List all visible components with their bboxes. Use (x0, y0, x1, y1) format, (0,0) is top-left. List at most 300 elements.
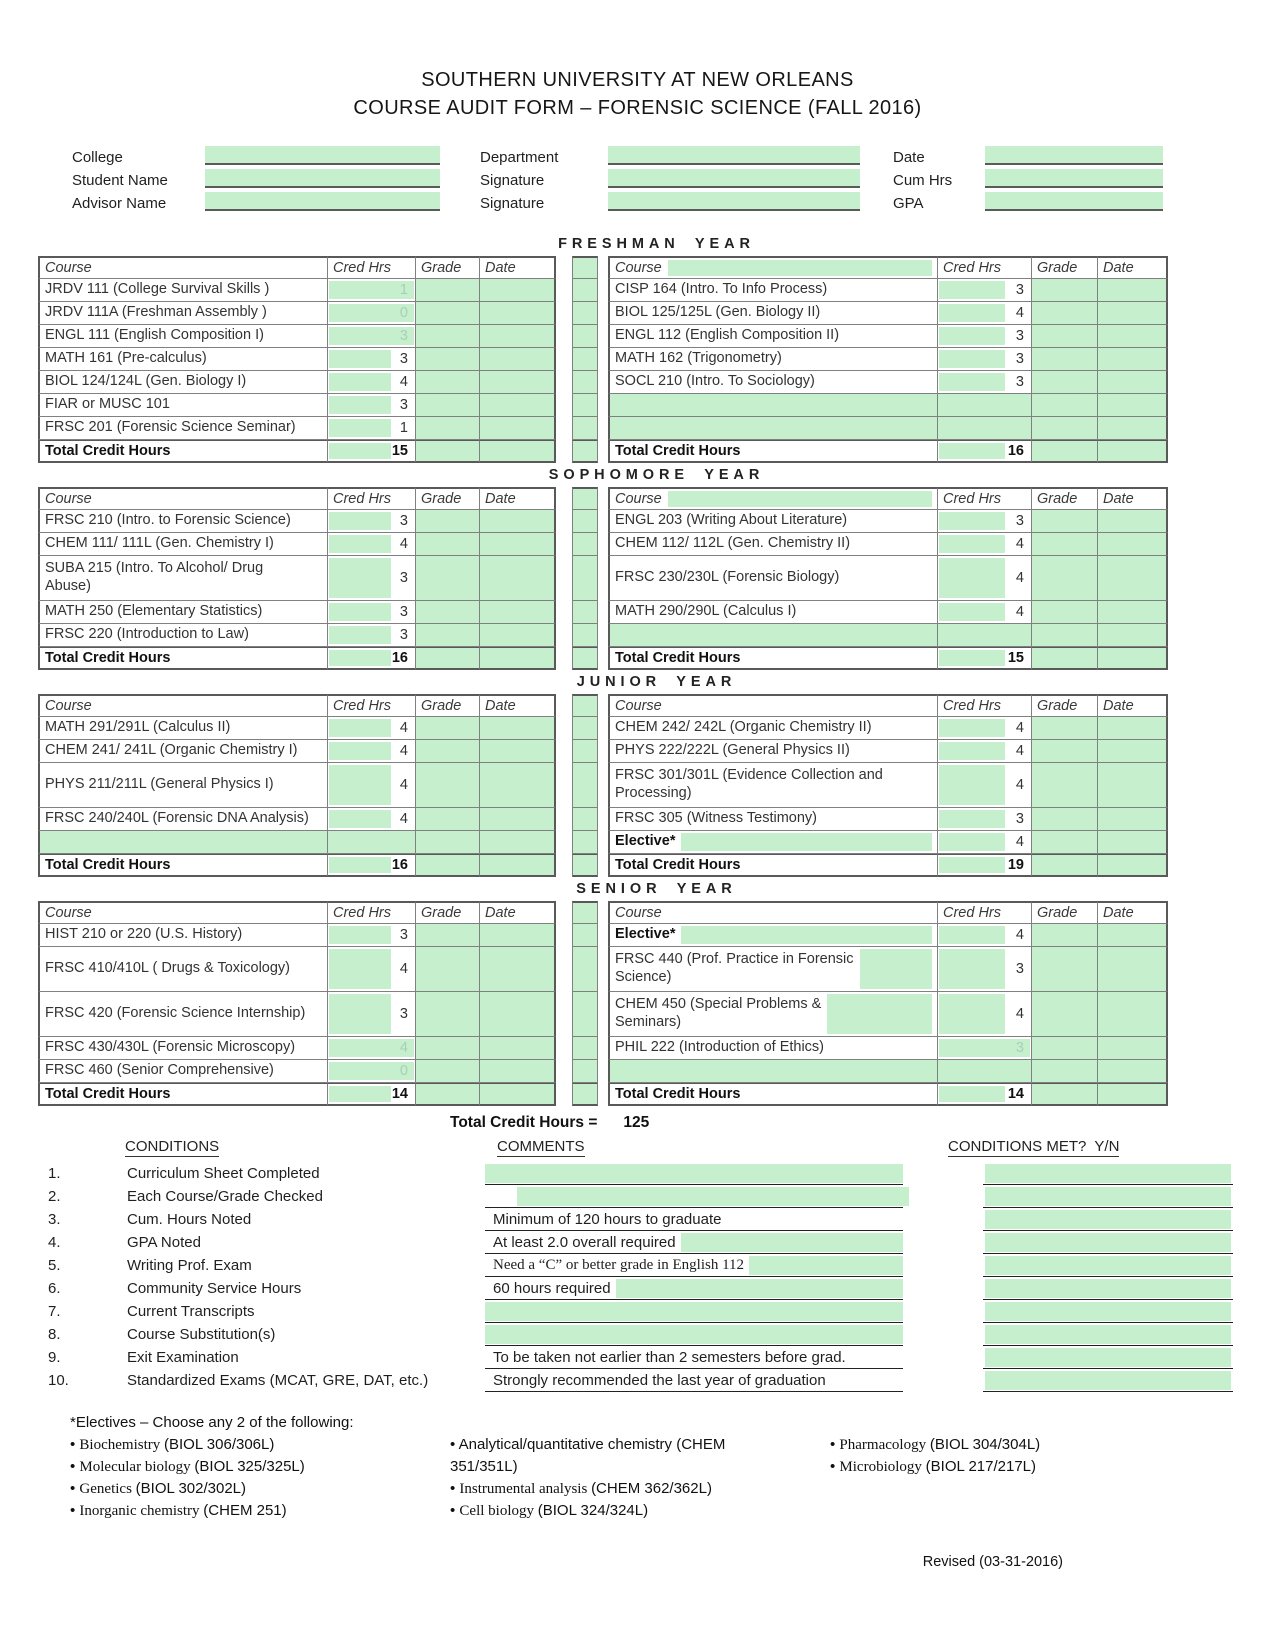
cred-hrs-value: 3 (399, 328, 408, 344)
course-cell (608, 302, 938, 325)
col-header-grade: Grade (1032, 256, 1098, 279)
cred-highlight (329, 443, 391, 459)
course-name: FRSC 305 (Witness Testimony) (615, 810, 817, 827)
date-cell[interactable] (480, 924, 556, 947)
table-row (38, 510, 1275, 533)
date-cell[interactable] (1098, 417, 1168, 440)
cred-hrs-cell[interactable] (938, 417, 1032, 440)
cred-hrs-cell[interactable] (328, 763, 416, 808)
date-cell[interactable] (480, 1083, 556, 1106)
grade-cell[interactable] (1032, 1060, 1098, 1083)
course-cell (608, 348, 938, 371)
grade-cell[interactable] (1032, 601, 1098, 624)
grade-cell[interactable] (1032, 533, 1098, 556)
grade-cell[interactable] (1032, 1037, 1098, 1060)
cred-hrs-cell[interactable] (938, 371, 1032, 394)
cred-hrs-value: 3 (399, 513, 408, 529)
grade-cell[interactable] (1032, 556, 1098, 601)
column-gap (598, 694, 608, 717)
department-field[interactable] (608, 146, 860, 165)
date-cell[interactable] (1098, 947, 1168, 992)
date-cell[interactable] (1098, 1037, 1168, 1060)
course-name: FRSC 220 (Introduction to Law) (45, 626, 249, 643)
date-cell[interactable] (480, 647, 556, 670)
course-name: FRSC 410/410L ( Drugs & Toxicology) (45, 960, 290, 977)
course-cell[interactable] (608, 624, 938, 647)
conditions-met-line[interactable] (983, 1277, 1233, 1300)
col-header-course: Course (38, 487, 328, 510)
date-cell[interactable] (1098, 371, 1168, 394)
cred-hrs-cell[interactable] (328, 279, 416, 302)
cred-hrs-cell[interactable] (938, 831, 1032, 854)
course-cell (38, 533, 328, 556)
college-field[interactable] (205, 146, 440, 165)
date-cell[interactable] (480, 601, 556, 624)
date-cell[interactable] (480, 279, 556, 302)
cred-highlight (939, 810, 1005, 828)
grade-cell[interactable] (416, 763, 480, 808)
course-cell (608, 992, 938, 1037)
spacer-cell (572, 556, 598, 601)
conditions-met-line[interactable] (983, 1346, 1233, 1369)
grade-cell[interactable] (416, 533, 480, 556)
date-cell[interactable] (1098, 533, 1168, 556)
column-gap (556, 947, 572, 992)
grade-cell[interactable] (416, 556, 480, 601)
spacer-cell (572, 1037, 598, 1060)
total-label: Total Credit Hours (608, 1083, 938, 1106)
date-cell[interactable] (480, 624, 556, 647)
cred-hrs-cell[interactable] (328, 533, 416, 556)
column-gap (556, 831, 572, 854)
comment-line[interactable] (485, 1300, 903, 1323)
grade-cell[interactable] (416, 325, 480, 348)
cred-hrs-cell[interactable] (328, 717, 416, 740)
column-gap (598, 371, 608, 394)
cred-hrs-cell[interactable] (328, 325, 416, 348)
cred-highlight (329, 650, 391, 666)
condition-number: 6. (48, 1280, 61, 1297)
table-row (38, 533, 1275, 556)
col-header-grade: Grade (416, 694, 480, 717)
course-cell (608, 717, 938, 740)
grade-cell[interactable] (416, 302, 480, 325)
date-cell[interactable] (480, 854, 556, 877)
date-cell[interactable] (480, 302, 556, 325)
grade-cell[interactable] (1032, 348, 1098, 371)
date-cell[interactable] (1098, 647, 1168, 670)
grade-cell[interactable] (416, 1037, 480, 1060)
grade-cell[interactable] (416, 1083, 480, 1106)
course-name: JRDV 111A (Freshman Assembly ) (45, 304, 267, 321)
cred-hrs-cell[interactable] (328, 647, 416, 670)
date-cell[interactable] (480, 717, 556, 740)
header-field-row (893, 167, 1163, 189)
grade-cell[interactable] (1032, 763, 1098, 808)
grade-cell[interactable] (416, 348, 480, 371)
date-cell[interactable] (480, 740, 556, 763)
conditions-met-line[interactable] (983, 1208, 1233, 1231)
cred-hrs-cell[interactable] (938, 947, 1032, 992)
grade-cell[interactable] (416, 371, 480, 394)
course-name: CHEM 112/ 112L (Gen. Chemistry II) (615, 535, 851, 552)
table-header-row (38, 256, 1275, 279)
grade-cell[interactable] (1032, 647, 1098, 670)
date-cell[interactable] (480, 371, 556, 394)
grade-cell[interactable] (416, 740, 480, 763)
grade-cell[interactable] (416, 924, 480, 947)
comment-line[interactable] (485, 1323, 903, 1346)
column-gap (556, 647, 572, 670)
date-cell[interactable] (480, 440, 556, 463)
date-cell[interactable] (1098, 740, 1168, 763)
cred-hrs-cell[interactable] (328, 394, 416, 417)
signature-field[interactable] (608, 169, 860, 188)
date-cell[interactable] (480, 763, 556, 808)
grade-cell[interactable] (416, 992, 480, 1037)
cred-highlight (329, 926, 391, 944)
comment-line[interactable] (485, 1346, 903, 1369)
table-header-row (38, 901, 1275, 924)
elective-name: Inorganic chemistry (79, 1503, 204, 1519)
grade-cell[interactable] (416, 831, 480, 854)
date-cell[interactable] (480, 394, 556, 417)
column-gap (598, 717, 608, 740)
col-header-date: Date (1098, 487, 1168, 510)
column-gap (556, 487, 572, 510)
grade-cell[interactable] (416, 947, 480, 992)
cred-hrs-cell[interactable] (938, 302, 1032, 325)
column-gap (556, 533, 572, 556)
grade-cell[interactable] (1032, 394, 1098, 417)
grade-cell[interactable] (416, 854, 480, 877)
date-cell[interactable] (480, 1060, 556, 1083)
date-cell[interactable] (1098, 717, 1168, 740)
cred-hrs-value: 3 (399, 570, 408, 586)
course-name: PHYS 222/222L (General Physics II) (615, 742, 850, 759)
grade-cell[interactable] (1032, 924, 1098, 947)
gpa-field[interactable] (985, 192, 1163, 211)
cred-hrs-cell[interactable] (938, 992, 1032, 1037)
cred-hrs-cell[interactable] (938, 854, 1032, 877)
course-name: CHEM 111/ 111L (Gen. Chemistry I) (45, 535, 274, 552)
comment-line[interactable] (485, 1277, 903, 1300)
comment-line[interactable] (485, 1162, 903, 1185)
grade-cell[interactable] (416, 624, 480, 647)
column-gap (598, 256, 608, 279)
comment-line[interactable] (485, 1254, 903, 1277)
date-field[interactable] (985, 146, 1163, 165)
grade-cell[interactable] (416, 394, 480, 417)
conditions-met-line[interactable] (983, 1323, 1233, 1346)
grade-cell[interactable] (1032, 740, 1098, 763)
cred-hrs-cell[interactable] (328, 624, 416, 647)
cred-hrs-cell[interactable] (938, 1037, 1032, 1060)
conditions-met-highlight (985, 1302, 1231, 1321)
grade-cell[interactable] (416, 717, 480, 740)
grade-cell[interactable] (1032, 510, 1098, 533)
date-cell[interactable] (480, 556, 556, 601)
cred-highlight (329, 1086, 391, 1102)
highlight-fill (681, 833, 932, 851)
table-row (38, 740, 1275, 763)
cred-hrs-cell[interactable] (938, 1060, 1032, 1083)
date-cell[interactable] (480, 417, 556, 440)
date-cell[interactable] (1098, 1060, 1168, 1083)
field-label-student-name: Student Name (72, 172, 168, 189)
conditions-met-line[interactable] (983, 1369, 1233, 1392)
cred-hrs-cell[interactable] (938, 808, 1032, 831)
comment-highlight (616, 1279, 903, 1298)
cred-hrs-cell[interactable] (328, 947, 416, 992)
column-gap (598, 487, 608, 510)
date-cell[interactable] (480, 510, 556, 533)
cred-hrs-value: 4 (1015, 720, 1024, 736)
cred-hrs-cell[interactable] (938, 348, 1032, 371)
elective-item (70, 1478, 440, 1500)
cred-hrs-cell[interactable] (938, 740, 1032, 763)
cred-highlight (329, 603, 391, 621)
cred-hrs-cell[interactable] (328, 740, 416, 763)
date-cell[interactable] (1098, 302, 1168, 325)
comment-line[interactable] (485, 1185, 903, 1208)
cred-hrs-cell[interactable] (328, 302, 416, 325)
spacer-cell (572, 487, 598, 510)
course-cell[interactable] (608, 394, 938, 417)
cred-hrs-cell[interactable] (938, 510, 1032, 533)
conditions-met-line[interactable] (983, 1162, 1233, 1185)
cred-highlight (939, 994, 1005, 1034)
grade-cell[interactable] (1032, 371, 1098, 394)
header-field-group (72, 144, 440, 213)
conditions-met-line[interactable] (983, 1185, 1233, 1208)
grade-cell[interactable] (1032, 1083, 1098, 1106)
cred-highlight (939, 857, 1005, 873)
cred-hrs-value: 4 (1015, 927, 1024, 943)
cred-hrs-cell[interactable] (938, 601, 1032, 624)
column-gap (598, 924, 608, 947)
cred-hrs-cell[interactable] (328, 601, 416, 624)
cred-hrs-cell[interactable] (328, 348, 416, 371)
grade-cell[interactable] (416, 417, 480, 440)
grade-cell[interactable] (1032, 325, 1098, 348)
cred-hrs-cell[interactable] (938, 556, 1032, 601)
comment-line[interactable] (485, 1369, 903, 1392)
cred-hrs-cell[interactable] (938, 394, 1032, 417)
cred-highlight (939, 719, 1005, 737)
date-cell[interactable] (1098, 279, 1168, 302)
grade-cell[interactable] (416, 440, 480, 463)
course-cell (608, 601, 938, 624)
cred-hrs-cell[interactable] (938, 279, 1032, 302)
cred-hrs-value: 4 (399, 961, 408, 977)
date-cell[interactable] (1098, 440, 1168, 463)
column-gap (556, 510, 572, 533)
comment-highlight (485, 1325, 903, 1344)
table-row (38, 808, 1275, 831)
cum-hrs-field[interactable] (985, 169, 1163, 188)
cred-hrs-cell[interactable] (328, 556, 416, 601)
date-cell[interactable] (480, 1037, 556, 1060)
cred-hrs-cell[interactable] (328, 417, 416, 440)
grade-cell[interactable] (1032, 831, 1098, 854)
grade-cell[interactable] (416, 808, 480, 831)
conditions-met-line[interactable] (983, 1300, 1233, 1323)
header-fields (0, 144, 1275, 218)
cred-highlight (329, 994, 391, 1034)
table-row (38, 763, 1275, 808)
conditions-list (48, 1162, 448, 1392)
column-gap (556, 901, 572, 924)
cred-hrs-cell[interactable] (328, 440, 416, 463)
course-cell (608, 740, 938, 763)
student-name-field[interactable] (205, 169, 440, 188)
date-cell[interactable] (1098, 1083, 1168, 1106)
column-gap (556, 1083, 572, 1106)
cred-hrs-cell[interactable] (938, 717, 1032, 740)
grade-cell[interactable] (1032, 717, 1098, 740)
grade-cell[interactable] (1032, 992, 1098, 1037)
grade-cell[interactable] (1032, 279, 1098, 302)
table-row (38, 947, 1275, 992)
cred-hrs-value: 4 (399, 1040, 408, 1056)
grade-cell[interactable] (416, 510, 480, 533)
bullet-icon: • (830, 1436, 840, 1453)
grade-cell[interactable] (1032, 808, 1098, 831)
grade-cell[interactable] (1032, 947, 1098, 992)
header-field-group (480, 144, 860, 213)
date-cell[interactable] (1098, 325, 1168, 348)
total-label: Total Credit Hours (608, 854, 938, 877)
cred-hrs-cell[interactable] (938, 325, 1032, 348)
elective-name: Molecular biology (79, 1459, 195, 1475)
spacer-cell (572, 510, 598, 533)
comment-highlight (485, 1302, 903, 1321)
grade-cell[interactable] (1032, 417, 1098, 440)
col-header-date: Date (480, 256, 556, 279)
spacer-cell (572, 256, 598, 279)
date-cell[interactable] (1098, 394, 1168, 417)
column-gap (598, 808, 608, 831)
date-cell[interactable] (480, 992, 556, 1037)
cred-hrs-cell[interactable] (328, 1083, 416, 1106)
elective-code: (CHEM 351/351L) (450, 1436, 726, 1475)
date-cell[interactable] (480, 831, 556, 854)
condition-number: 7. (48, 1303, 61, 1320)
column-gap (556, 694, 572, 717)
advisor-name-field[interactable] (205, 192, 440, 211)
spacer-cell (572, 947, 598, 992)
grade-cell[interactable] (1032, 440, 1098, 463)
date-cell[interactable] (1098, 808, 1168, 831)
course-cell[interactable] (38, 831, 328, 854)
date-cell[interactable] (480, 947, 556, 992)
condition-label: Cum. Hours Noted (127, 1211, 252, 1228)
cred-hrs-cell[interactable] (328, 1060, 416, 1083)
date-cell[interactable] (1098, 763, 1168, 808)
date-cell[interactable] (1098, 556, 1168, 601)
conditions-met-line[interactable] (983, 1231, 1233, 1254)
condition-item (48, 1185, 448, 1208)
conditions-met-line[interactable] (983, 1254, 1233, 1277)
date-cell[interactable] (480, 808, 556, 831)
course-name: HIST 210 or 220 (U.S. History) (45, 926, 243, 943)
cred-hrs-value: 3 (399, 397, 408, 413)
col-header-course: Course (38, 256, 328, 279)
grade-cell[interactable] (416, 647, 480, 670)
cred-hrs-cell[interactable] (938, 1083, 1032, 1106)
grade-cell[interactable] (1032, 302, 1098, 325)
field-label-cum-hrs: Cum Hrs (893, 172, 953, 189)
date-cell[interactable] (480, 348, 556, 371)
col-header-cred-hrs: Cred Hrs (328, 901, 416, 924)
cred-hrs-cell[interactable] (328, 808, 416, 831)
date-cell[interactable] (1098, 854, 1168, 877)
date-cell[interactable] (480, 325, 556, 348)
date-cell[interactable] (1098, 348, 1168, 371)
date-cell[interactable] (1098, 992, 1168, 1037)
cred-hrs-cell[interactable] (938, 763, 1032, 808)
cred-hrs-cell[interactable] (938, 533, 1032, 556)
table-row (38, 624, 1275, 647)
cred-hrs-cell[interactable] (328, 831, 416, 854)
comment-line[interactable] (485, 1231, 903, 1254)
cred-highlight (329, 558, 391, 598)
date-cell[interactable] (1098, 831, 1168, 854)
date-cell[interactable] (1098, 624, 1168, 647)
date-cell[interactable] (1098, 924, 1168, 947)
grade-cell[interactable] (416, 279, 480, 302)
cred-hrs-cell[interactable] (938, 624, 1032, 647)
condition-label: Standardized Exams (MCAT, GRE, DAT, etc.) (127, 1372, 429, 1389)
course-cell[interactable] (608, 1060, 938, 1083)
cred-highlight (939, 1086, 1005, 1102)
date-cell[interactable] (480, 533, 556, 556)
cred-hrs-cell[interactable] (328, 371, 416, 394)
cred-hrs-cell[interactable] (328, 924, 416, 947)
cred-hrs-cell[interactable] (328, 992, 416, 1037)
cred-hrs-cell[interactable] (938, 647, 1032, 670)
course-cell (38, 394, 328, 417)
date-cell[interactable] (1098, 510, 1168, 533)
comment-line[interactable] (485, 1208, 903, 1231)
cred-hrs-cell[interactable] (328, 1037, 416, 1060)
column-gap (598, 1083, 608, 1106)
total-row (38, 440, 1275, 463)
grade-cell[interactable] (1032, 624, 1098, 647)
grade-cell[interactable] (1032, 854, 1098, 877)
course-name: CHEM 450 (Special Problems & Seminars) (615, 996, 822, 1030)
course-cell[interactable] (608, 417, 938, 440)
condition-label: GPA Noted (127, 1234, 201, 1251)
date-cell[interactable] (1098, 601, 1168, 624)
signature-field[interactable] (608, 192, 860, 211)
column-gap (598, 947, 608, 992)
year-title: SENIOR YEAR (576, 881, 737, 897)
grade-cell[interactable] (416, 601, 480, 624)
cred-hrs-cell[interactable] (328, 854, 416, 877)
cred-highlight (329, 626, 391, 644)
course-cell (38, 417, 328, 440)
bullet-icon: • (450, 1480, 460, 1497)
spacer-cell (572, 808, 598, 831)
condition-number: 4. (48, 1234, 61, 1251)
cred-hrs-cell[interactable] (938, 440, 1032, 463)
total-credit-summary-label: Total Credit Hours = (450, 1114, 598, 1131)
grade-cell[interactable] (416, 1060, 480, 1083)
cred-hrs-cell[interactable] (328, 510, 416, 533)
cred-hrs-cell[interactable] (938, 924, 1032, 947)
